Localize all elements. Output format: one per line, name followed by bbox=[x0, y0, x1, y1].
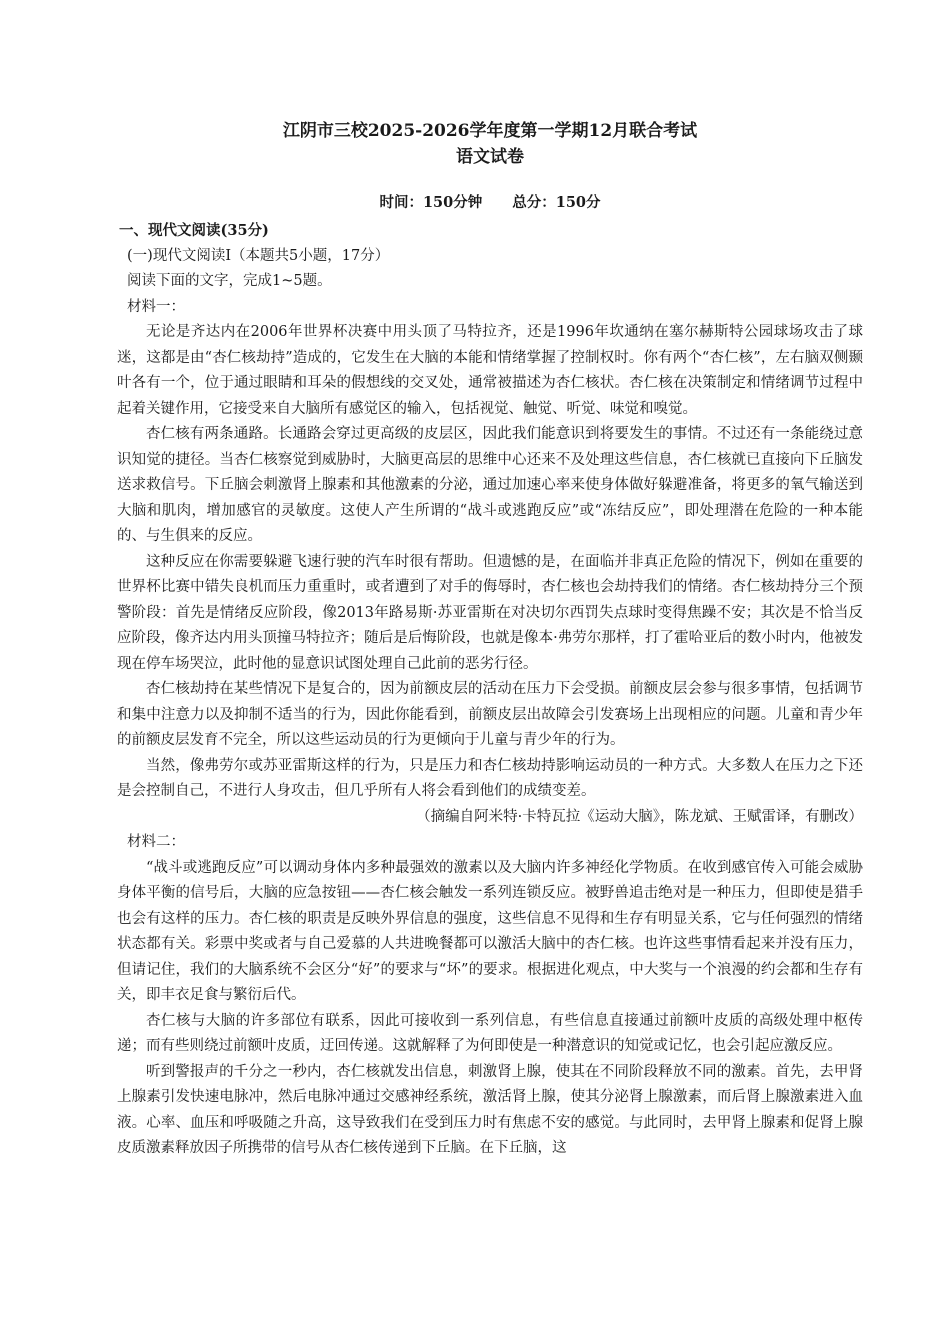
material2-paragraph: 杏仁核与大脑的许多部位有联系，因此可接收到一系列信息，有些信息直接通过前额叶皮质的高级处理中枢传递；而有些则绕过前额叶皮质，迂回传递。这就解释了为何即使是一种潜意识的知觉或记忆，也会引起应激反应。 bbox=[117, 1012, 863, 1054]
exam-time: 时间：150分钟 bbox=[379, 194, 483, 211]
material1-source: （摘编自阿米特·卡特瓦拉《运动大脑》，陈龙斌、王赋雷译，有删改） bbox=[416, 808, 863, 825]
section-heading: 一、现代文阅读(35分) bbox=[119, 222, 269, 239]
material1-paragraph: 无论是齐达内在2006年世界杯决赛中用头顶了马特拉齐，还是1996年坎通纳在塞尔赫斯特公园球场攻击了球迷，这都是由“杏仁核劫持”造成的，它发生在大脑的本能和情绪掌握了控制权时。你有两个“杏仁核”，左右脑双侧颞叶各有一个，位于通过眼睛和耳朵的假想线的交叉处，通常被描述为杏仁核状。杏仁核在决策制定和情绪调节过程中起着关键作用，它接受来自大脑所有感觉区的输入，包括视觉、触觉、听觉、味觉和嗅觉。 bbox=[117, 324, 863, 417]
material1-paragraph: 杏仁核有两条通路。长通路会穿过更高级的皮层区，因此我们能意识到将要发生的事情。不过还有一条能绕过意识知觉的捷径。当杏仁核察觉到威胁时，大脑更高层的思维中心还来不及处理这些信息，杏仁核就已直接向下丘脑发送求救信号。下丘脑会刺激肾上腺素和其他激素的分泌，通过加速心率来使身体做好躲避准备，将更多的氧气输送到大脑和肌肉，增加感官的灵敏度。这使人产生所谓的“战斗或逃跑反应”或“冻结反应”，即处理潜在危险的一种本能的、与生俱来的反应。 bbox=[117, 426, 863, 544]
material2-paragraph: 听到警报声的千分之一秒内，杏仁核就发出信息，刺激肾上腺，使其在不同阶段释放不同的激素。首先，去甲肾上腺素引发快速电脉冲，然后电脉冲通过交感神经系统，激活肾上腺，使其分泌肾上腺激素，而后肾上腺激素进入血液。心率、血压和呼吸随之升高，这导致我们在受到压力时有焦虑不安的感觉。与此同时，去甲肾上腺素和促肾上腺皮质激素释放因子所携带的信号从杏仁核传递到下丘脑。在下丘脑，这 bbox=[117, 1063, 863, 1156]
reading-instruction: 阅读下面的文字，完成1~5题。 bbox=[127, 273, 332, 289]
exam-subject: 语文试卷 bbox=[456, 147, 524, 167]
material2-paragraph: “战斗或逃跑反应”可以调动身体内多种最强效的激素以及大脑内许多神经化学物质。在收到感官传入可能会威胁身体平衡的信号后，大脑的应急按钮——杏仁核会触发一系列连锁反应。被野兽追击绝对是一种压力，但即使是猎手也会有这样的压力。杏仁核的职责是反映外界信息的强度，这些信息不见得和生存有明显关系，它与任何强烈的情绪状态都有关。彩票中奖或者与自己爱慕的人共进晚餐都可以激活大脑中的杏仁核。也许这些事情看起来并没有压力，但请记住，我们的大脑系统不会区分“好”的要求与“坏”的要求。根据进化观点，中大奖与一个浪漫的约会都和生存有关，即丰衣足食与繁衍后代。 bbox=[117, 859, 863, 1003]
material1-paragraph: 这种反应在你需要躲避飞速行驶的汽车时很有帮助。但遗憾的是，在面临并非真正危险的情况下，例如在重要的世界杯比赛中错失良机而压力重重时，或者遭到了对手的侮辱时，杏仁核也会劫持我们的情绪。杏仁核劫持分三个预警阶段：首先是情绪反应阶段，像2013年路易斯·苏亚雷斯在对决切尔西罚失点球时变得焦躁不安；其次是不恰当反应阶段，像齐达内用头顶撞马特拉齐；随后是后悔阶段，也就是像本·弗劳尔那样，打了霍哈亚后的数小时内，他被发现在停车场哭泣，此时他的显意识试图处理自己此前的恶劣行径。 bbox=[117, 553, 863, 672]
subsection-heading: (一)现代文阅读Ⅰ（本题共5小题，17分） bbox=[127, 247, 390, 264]
material2-label: 材料二： bbox=[127, 834, 185, 850]
exam-meta bbox=[117, 192, 863, 214]
material1-paragraph: 杏仁核劫持在某些情况下是复合的，因为前额皮层的活动在压力下会受损。前额皮层会参与很多事情，包括调节和集中注意力以及抑制不适当的行为，因此你能看到，前额皮层出故障会引发赛场上出现相应的问题。儿童和青少年的前额皮层发育不完全，所以这些运动员的行为更倾向于儿童与青少年的行为。 bbox=[117, 681, 863, 748]
material1-label: 材料一： bbox=[127, 298, 185, 315]
material1-paragraph: 当然，像弗劳尔或苏亚雷斯这样的行为，只是压力和杏仁核劫持影响运动员的一种方式。大多数人在压力之下还是会控制自己，不进行人身攻击，但几乎所有人将会看到他们的成绩变差。 bbox=[117, 757, 863, 799]
exam-title: 江阴市三校2025-2026学年度第一学期12月联合考试 bbox=[282, 121, 698, 141]
exam-page bbox=[117, 118, 863, 1162]
exam-score: 总分：150分 bbox=[512, 194, 601, 211]
